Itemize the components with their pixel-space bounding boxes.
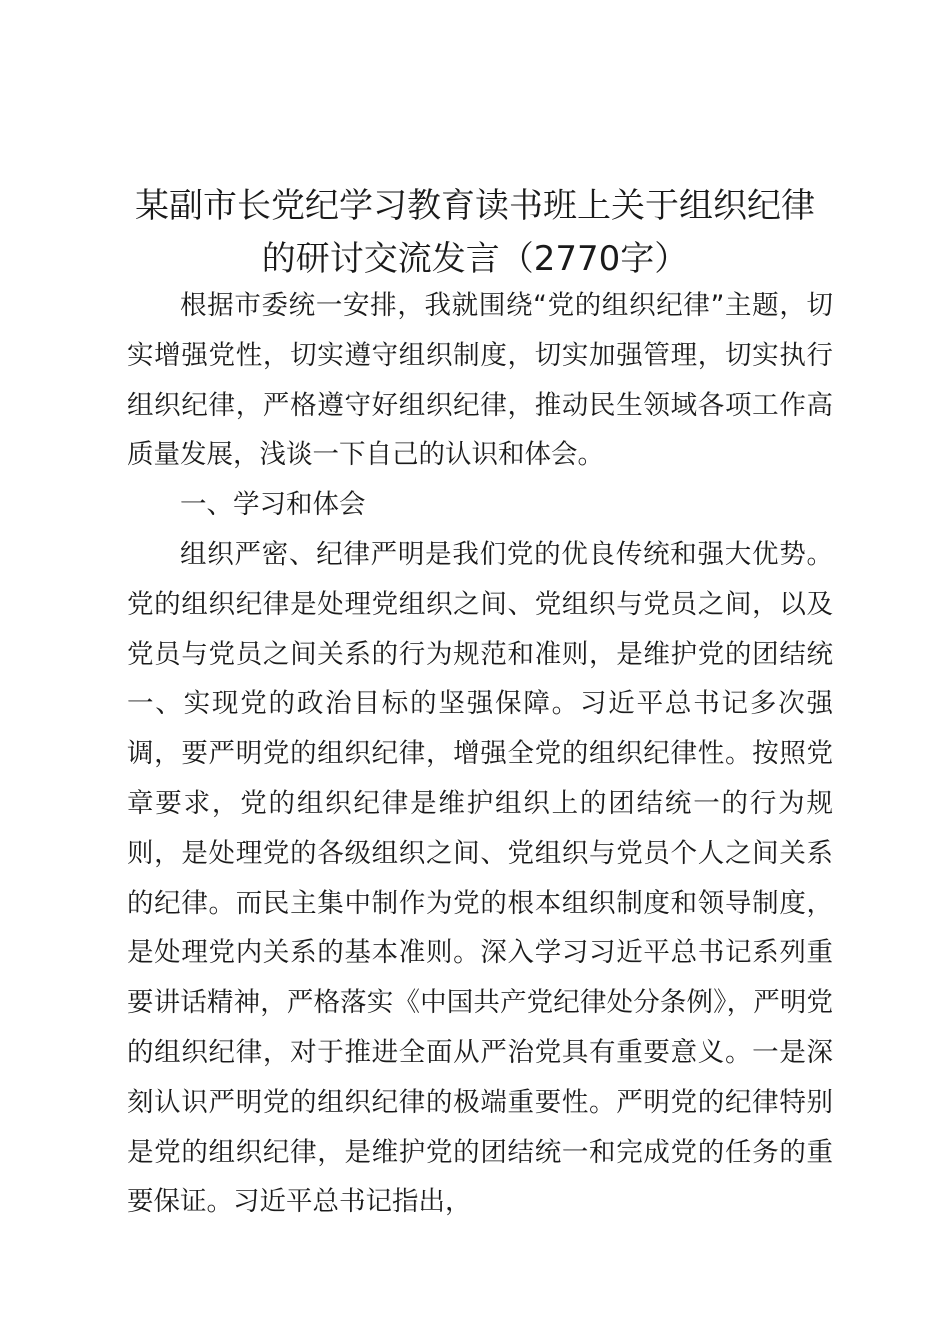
title-line-1: 某副市长党纪学习教育读书班上关于组织纪律 [135, 186, 815, 226]
intro-paragraph: 根据市委统一安排，我就围绕“党的组织纪律”主题，切实增强党性，切实遵守组织制度，切实加强管理，切实执行组织纪律，严格遵守好组织纪律，推动民生领域各项工作高质量发展，浅谈一下自己的认识和体会。 [127, 290, 833, 471]
document-body [127, 281, 833, 1227]
title-line-2: 的研讨交流发言（2770字） [261, 239, 689, 279]
document-title [110, 180, 840, 286]
section-heading: 一、学习和体会 [180, 489, 366, 521]
body-paragraph: 组织严密、纪律严明是我们党的优良传统和强大优势。党的组织纪律是处理党组织之间、党组织与党员之间，以及党员与党员之间关系的行为规范和准则，是维护党的团结统一、实现党的政治目标的坚强保障。习近平总书记多次强调，要严明党的组织纪律，增强全党的组织纪律性。按照党章要求，党的组织纪律是维护组织上的团结统一的行为规则，是处理党的各级组织之间、党组织与党员个人之间关系的纪律。而民主集中制作为党的根本组织制度和领导制度，是处理党内关系的基本准则。深入学习习近平总书记系列重要讲话精神，严格落实《中国共产党纪律处分条例》，严明党的组织纪律，对于推进全面从严治党具有重要意义。一是深刻认识严明党的组织纪律的极端重要性。严明党的纪律特别是党的组织纪律，是维护党的团结统一和完成党的任务的重要保证。习近平总书记指出， [127, 538, 833, 1218]
